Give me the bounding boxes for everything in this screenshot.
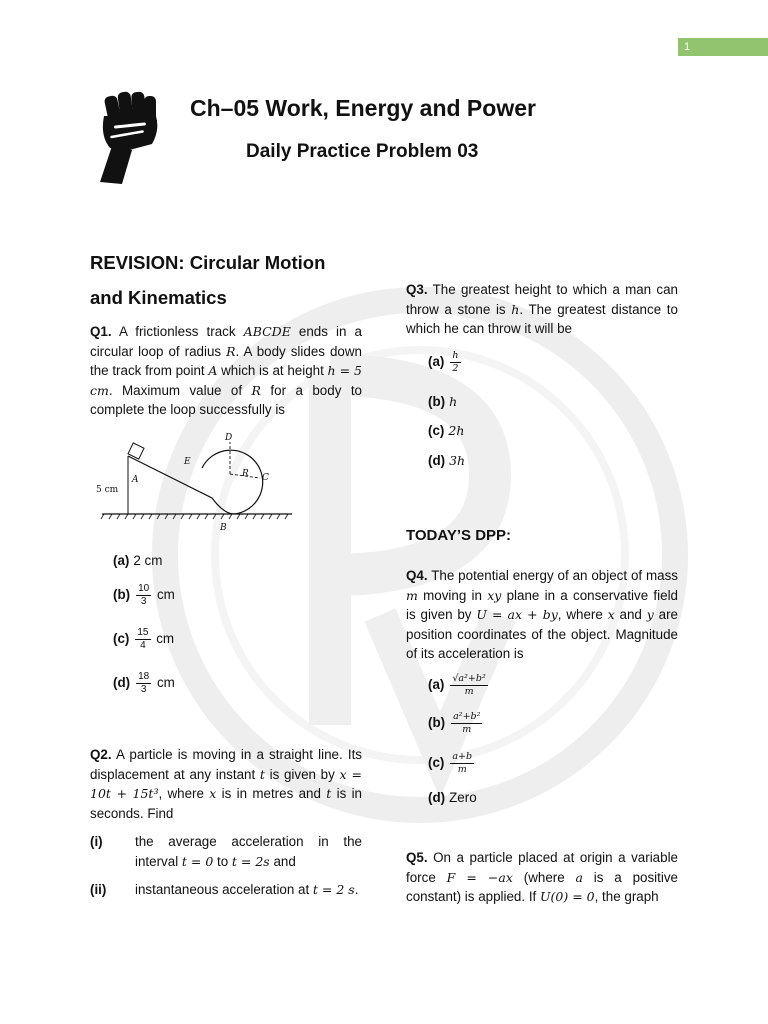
q2-part-i: (i) the average acceleration in the interval t = 0 to t = 2s and xyxy=(90,834,362,869)
page-subtitle: Daily Practice Problem 03 xyxy=(246,141,479,162)
todays-dpp-heading: TODAY’S DPP: xyxy=(406,527,512,544)
question-q4: Q4. The potential energy of an object of mass m moving in xy plane in a conservative field is given by U = ax + by, where x and y are position coordinates of the object. Magnitude of its acceleration is xyxy=(406,568,678,661)
page-number-badge: 1 xyxy=(678,38,768,56)
revision-heading: REVISION: Circular Motion and Kinematics xyxy=(90,252,326,308)
fig-label-r: R xyxy=(242,469,249,479)
q3-option-b: (b) h xyxy=(428,394,458,409)
loop-track-figure xyxy=(92,428,364,540)
q3-option-a: (a) $\frac{h}{2}$ xyxy=(428,350,459,374)
fig-label-a: A xyxy=(132,475,139,485)
fig-label-height: 5 cm xyxy=(96,485,119,495)
q1-option-b: (b) $\frac{10}{3}$ cm xyxy=(113,583,175,607)
fig-label-c: C xyxy=(262,473,269,483)
page-title: Ch–05 Work, Energy and Power xyxy=(190,95,536,121)
q4-option-d: (d) Zero xyxy=(428,790,477,805)
fig-label-e: E xyxy=(184,457,191,467)
question-q2: Q2. A particle is moving in a straight line. Its displacement at any instant t is given by x = 10t + 15t³, where x is in metres and t is in seconds. Find xyxy=(90,747,363,821)
raised-fist-logo xyxy=(92,86,164,186)
question-q1: Q1. A frictionless track ABCDE ends in a circular loop of radius R. A body slides down the track from point A which is at height h = 5 cm. Maximum value of R for a body to complete the loop successfully is xyxy=(90,324,362,417)
question-q5: Q5. On a particle placed at origin a variable force F = −ax (where a is a positive constant) is applied. If U(0) = 0, the graph xyxy=(406,850,678,904)
q4-option-c: (c) $\frac{a+b}{m}$ xyxy=(428,751,473,775)
q1-option-c: (c) $\frac{15}{4}$ cm xyxy=(113,627,175,651)
fig-label-b: B xyxy=(220,523,227,533)
q4-option-b: (b) $\frac{\text{a²+b²}}{m}$ xyxy=(428,711,481,735)
q1-option-a: (a) 2 cm xyxy=(113,553,163,568)
q4-option-a: (a) $\frac{\text{√a²+b²}}{m}$ xyxy=(428,673,486,697)
question-q3: Q3. The greatest height to which a man can throw a stone is h. The greatest distance to which he can throw it will be xyxy=(406,282,678,336)
q2-part-ii: (ii) instantaneous acceleration at t = 2 s. xyxy=(90,882,359,897)
q1-option-d: (d) $\frac{18}{3}$ cm xyxy=(113,671,175,695)
q3-option-c: (c) 2h xyxy=(428,423,465,438)
q3-option-d: (d) 3h xyxy=(428,453,466,468)
fig-label-d: D xyxy=(225,433,233,443)
